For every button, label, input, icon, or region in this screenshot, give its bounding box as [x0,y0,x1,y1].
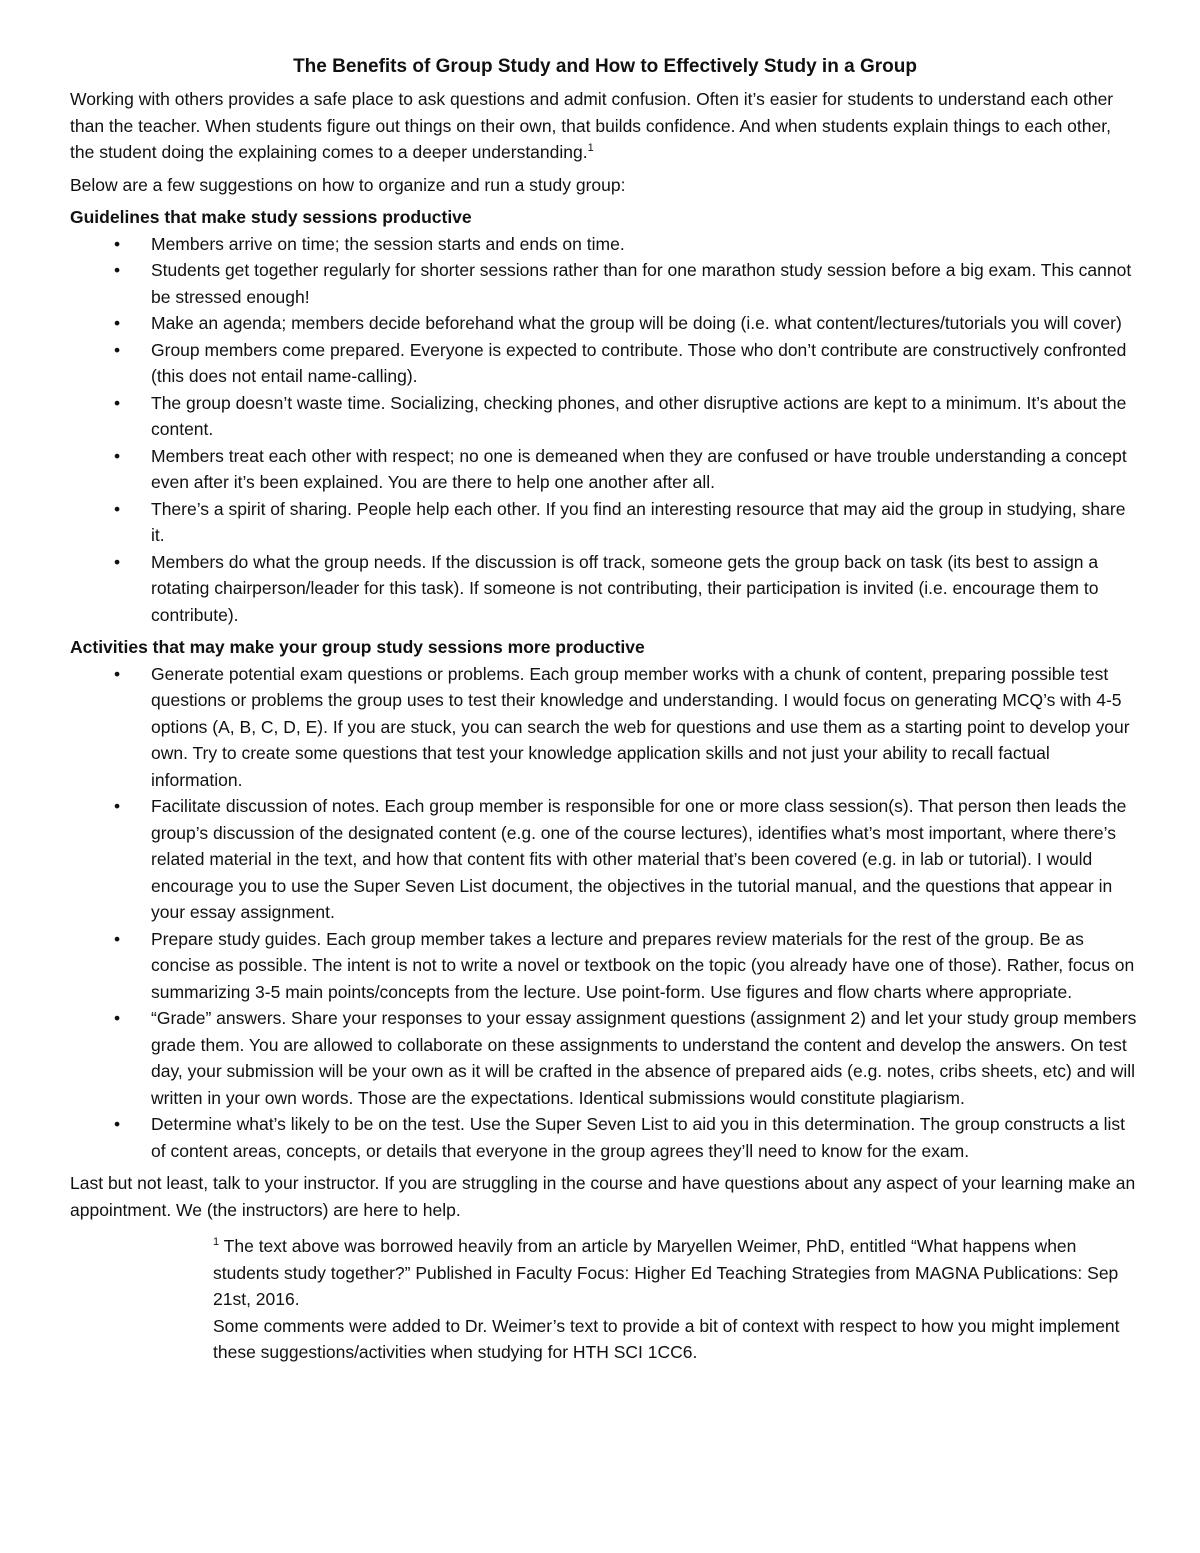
list-item [70,793,1140,926]
activities-heading: Activities that may make your group study sessions more productive [70,637,645,657]
bullet-icon: • [114,498,121,519]
list-item-text: Students get together regularly for shorter sessions rather than for one marathon study session before a big exam. This cannot be stressed enough! [151,260,1132,307]
guidelines-heading: Guidelines that make study sessions productive [70,207,472,227]
bullet-icon: • [114,663,121,684]
list-item [70,661,1140,794]
list-item-text: Members treat each other with respect; no one is demeaned when they are confused or have trouble understanding a concept even after it’s been explained. You are there to help one another after all. [151,445,1127,492]
list-item-text: Prepare study guides. Each group member takes a lecture and prepares review materials for the rest of the group. Be as concise as possible. The intent is not to write a novel or textbook on the topic (you already have one of those). Rather, focus on summarizing 3-5 main points/concepts from the lecture. Use point-form. Use figures and flow charts where appropriate. [151,928,1135,1002]
intro-text: Working with others provides a safe place to ask questions and admit confusion. Often it’s easier for students to understand each other than the teacher. When students figure out things on their own, that builds confidence. And when students explain things to each other, the student doing the explaining comes to a deeper understanding. [70,89,1114,162]
bullet-icon: • [114,445,121,466]
bullet-icon: • [114,928,121,949]
footnote-marker: 1 [213,1236,220,1249]
list-item-text: “Grade” answers. Share your responses to your essay assignment questions (assignment 2) and let your study group members grade them. You are allowed to collaborate on these assignments to understand the content and develop the answers. On test day, your submission will be your own as it will be crafted in the absence of prepared aids (e.g. notes, cribs sheets, etc) and will written in your own words. Those are the expectations. Identical submissions would constitute plagiarism. [151,1008,1137,1108]
footnote [213,1233,1140,1366]
list-item [70,496,1140,549]
list-item-text: Determine what’s likely to be on the test. Use the Super Seven List to aid you in this determination. The group constructs a list of content areas, concepts, or details that everyone in the group agrees they’ll need to know for the exam. [151,1114,1126,1161]
closing-paragraph: Last but not least, talk to your instructor. If you are struggling in the course and have questions about any aspect of your learning make an appointment. We (the instructors) are here to help. [70,1173,1136,1220]
list-item [70,926,1140,1006]
footnote-citation [213,1233,1140,1313]
list-item-text: Group members come prepared. Everyone is expected to contribute. Those who don’t contribute are constructively confronted (this does not entail name-calling). [151,339,1127,386]
list-item-text: Facilitate discussion of notes. Each group member is responsible for one or more class session(s). That person then leads the group’s discussion of the designated content (e.g. one of the course lectures), identifies what’s most important, where there’s related material in the text, and how that content fits with other material that’s been covered (e.g. in lab or tutorial). I would encourage you to use the Super Seven List document, the objectives in the tutorial manual, and the questions that appear in your essay assignment. [151,796,1127,922]
intro-paragraph [70,86,1140,166]
footnote-comment: Some comments were added to Dr. Weimer’s text to provide a bit of context with respect to how you might implement these suggestions/activities when studying for HTH SCI 1CC6. [213,1315,1120,1362]
list-item [70,1111,1140,1164]
list-item [70,310,1140,337]
bullet-icon: • [114,551,121,572]
list-item [70,337,1140,390]
bullet-icon: • [114,796,121,816]
list-item-text: Members do what the group needs. If the discussion is off track, someone gets the group back on task (its best to assign a rotating chairperson/leader for this task). If someone is not contributing, their participation is invited (i.e. encourage them to contribute). [151,551,1099,625]
list-item [70,257,1140,310]
document-title: The Benefits of Group Study and How to Effectively Study in a Group [293,56,917,77]
guidelines-list [70,231,1140,629]
list-item [70,443,1140,496]
footnote-reference: 1 [587,142,594,155]
bullet-icon: • [114,233,121,254]
footnote-text: The text above was borrowed heavily from an article by Maryellen Weimer, PhD, entitled “What happens when students study together?” Published in Faculty Focus: Higher Ed Teaching Strategies from MAGNA Publications: Sep 21st, 2016. [213,1236,1119,1309]
list-item [70,549,1140,629]
bullet-icon: • [114,339,121,360]
bullet-icon: • [114,260,121,280]
list-item [70,390,1140,443]
bullet-icon: • [114,313,121,333]
list-item-text: Make an agenda; members decide beforehand what the group will be doing (i.e. what content/lectures/tutorials you will cover) [151,313,1122,333]
list-item-text: There’s a spirit of sharing. People help each other. If you find an interesting resource that may aid the group in studying, share it. [151,498,1126,545]
bullet-icon: • [114,1114,121,1134]
list-item [70,1005,1140,1111]
bullet-icon: • [114,1008,121,1028]
list-item-text: Generate potential exam questions or problems. Each group member works with a chunk of content, preparing possible test questions or problems the group uses to test their knowledge and understanding. I would focus on generating MCQ’s with 4-5 options (A, B, C, D, E). If you are stuck, you can search the web for questions and use them as a starting point to develop your own. Try to create some questions that test your knowledge application skills and not just your ability to recall factual information. [151,663,1130,790]
list-item-text: The group doesn’t waste time. Socializing, checking phones, and other disruptive actions are kept to a minimum. It’s about the content. [151,392,1127,439]
bullet-icon: • [114,392,121,413]
lead-in-paragraph: Below are a few suggestions on how to organize and run a study group: [70,174,626,195]
list-item [70,231,1140,258]
activities-list [70,661,1140,1165]
list-item-text: Members arrive on time; the session starts and ends on time. [151,233,625,254]
